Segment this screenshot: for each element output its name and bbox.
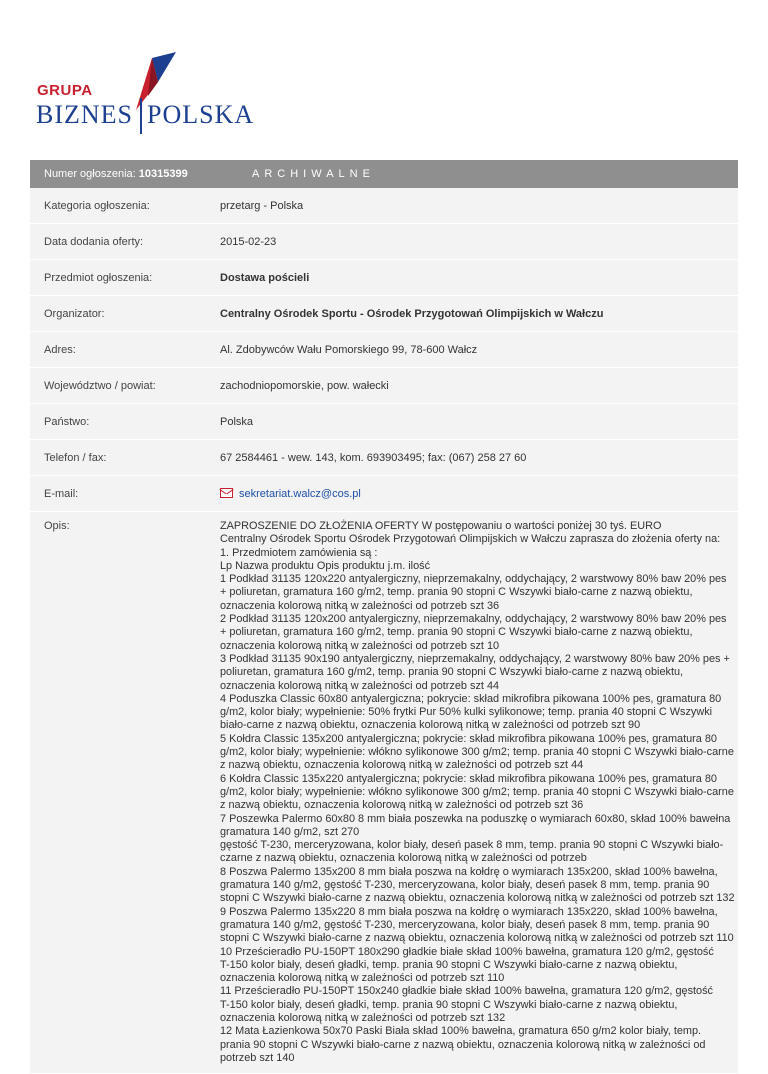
field-country (30, 404, 738, 440)
description-line: Centralny Ośrodek Sportu Ośrodek Przygotowań Olimpijskich w Wałczu zaprasza do złożenia oferty na: (220, 533, 721, 546)
description-line: 8 Poszwa Palermo 135x200 8 mm biała poszwa na kołdrę o wymiarach 135x200, skład 100% bawełna, (220, 865, 718, 878)
field-value (220, 488, 738, 500)
description-line: 7 Poszewka Palermo 60x80 8 mm biała poszewka na poduszkę o wymiarach 60x80, skład 100% bawełna (220, 812, 731, 825)
logo-biznes-text: BIZNES (36, 100, 133, 129)
field-label: Telefon / fax: (44, 451, 107, 464)
description-line: oznaczenia kolorową nitką w zależności od potrzeb szt 36 (220, 599, 500, 612)
description-line: 6 Kołdra Classic 135x220 antyalergiczna; pokrycie: skład mikrofibra pikowana 100% pes, gramatura 80 (220, 772, 717, 785)
description-line: 1 Podkład 31135 120x220 antyalergiczny, nieprzemakalny, oddychający, 2 warstwowy 80% baw 20% pes (220, 573, 727, 586)
field-organizer (30, 296, 738, 332)
logo-separator (140, 98, 142, 134)
field-subject (30, 260, 738, 296)
description-line: stopni C Wszywki biało-carne z nazwą obiektu, oznaczenia kolorową nitką w zależności od potrzeb szt 110 (220, 932, 734, 945)
mail-icon (220, 488, 233, 498)
description-text (220, 520, 738, 1065)
description-line: 5 Kołdra Classic 135x200 antyalergiczna; pokrycie: skład mikrofibra pikowana 100% pes, gramatura 80 (220, 732, 717, 745)
field-value: Dostawa pościeli (220, 271, 310, 284)
field-label: Przedmiot ogłoszenia: (44, 271, 153, 284)
listing-table (30, 160, 738, 1074)
description-line: gramatura 140 g/m2, gęstość T-230, merceryzowana, kolor biały, deseń pasek 8 mm, temp. prania 90 (220, 879, 710, 892)
email-link[interactable]: sekretariat.walcz@cos.pl (239, 487, 361, 500)
field-label: Województwo / powiat: (44, 379, 156, 392)
field-label: Data dodania oferty: (44, 235, 144, 248)
description-line: g/m2, kolor biały; wypełnienie: włókno sylikonowe 300 g/m2; temp. prania 40 stopni C Wszywki biało-carne (220, 746, 734, 759)
description-line: oznaczenia kolorową nitką w zależności od potrzeb szt 110 (220, 972, 505, 985)
description-line: 11 Prześcieradło PU-150PT 150x240 gładkie białe skład 100% bawełna, gramatura 120 g/m2, gęstość (220, 985, 713, 998)
field-value: Polska (220, 415, 254, 428)
logo-polska-text: POLSKA (147, 100, 255, 129)
listing-number (30, 168, 220, 180)
field-region (30, 368, 738, 404)
field-value: 67 2584461 - wew. 143, kom. 693903495; fax: (067) 258 27 60 (220, 451, 527, 464)
description-line: g/m2, kolor biały; wypełnienie: włókno sylikonowe 300 g/m2; temp. prania 40 stopni C Wszywki biało-carne (220, 785, 734, 798)
description-line: gęstość T-230, merceryzowana, kolor biały, deseń pasek 8 mm, temp. prania 90 stopni C Wszywki biało- (220, 839, 724, 852)
field-value: zachodniopomorskie, pow. wałecki (220, 379, 389, 392)
description-line: potrzeb szt 140 (220, 1051, 295, 1064)
description-line: T-150 kolor biały, deseń gładki, temp. prania 90 stopni C Wszywki biało-carne z nazwą obiektu, (220, 998, 678, 1011)
field-date (30, 224, 738, 260)
field-description (30, 512, 738, 1074)
description-line: 10 Prześcieradło PU-150PT 180x290 gładkie białe skład 100% bawełna, gramatura 120 g/m2, gęstość (220, 945, 714, 958)
field-value: Centralny Ośrodek Sportu - Ośrodek Przygotowań Olimpijskich w Wałczu (220, 307, 604, 320)
listing-number-label: Numer ogłoszenia: (44, 168, 136, 180)
description-line: oznaczenia kolorową nitką w zależności od potrzeb szt 44 (220, 679, 500, 692)
description-line: 9 Poszwa Palermo 135x220 8 mm biała poszwa na kołdrę o wymiarach 135x220, skład 100% bawełna, (220, 905, 718, 918)
description-line: T-150 kolor biały, deseń gładki, temp. prania 90 stopni C Wszywki biało-carne z nazwą obiektu, (220, 958, 678, 971)
description-line: stopni C Wszywki biało-carne z nazwą obiektu, oznaczenia kolorową nitką w zależności od potrzeb szt 132 (220, 892, 735, 905)
field-value: 2015-02-23 (220, 235, 277, 248)
listing-status: ARCHIWALNE (252, 168, 375, 180)
description-line: 2 Podkład 31135 120x200 antyalergiczny, nieprzemakalny, oddychający, 2 warstwowy 80% baw 20% pes (220, 613, 727, 626)
description-line: 12 Mata Łazienkowa 50x70 Paski Biała skład 100% bawełna, gramatura 650 g/m2 kolor biały, temp. (220, 1025, 702, 1038)
field-label: Adres: (44, 343, 76, 356)
description-line: 1. Przedmiotem zamówienia są : (220, 546, 378, 559)
description-line: ZAPROSZENIE DO ZŁOŻENIA OFERTY W postępowaniu o wartości poniżej 30 tyś. EURO (220, 520, 662, 532)
field-value: Al. Zdobywców Wału Pomorskiego 99, 78-600 Wałcz (220, 343, 478, 356)
field-label: Państwo: (44, 415, 90, 428)
field-phone (30, 440, 738, 476)
description-line: gramatura 140 g/m2, gęstość T-230, merceryzowana, kolor biały, deseń pasek 8 mm, temp. prania 90 (220, 918, 710, 931)
field-category (30, 188, 738, 224)
listing-number-value: 10315399 (138, 168, 188, 180)
description-line: Lp Nazwa produktu Opis produktu j.m. ilość (220, 559, 431, 572)
field-address (30, 332, 738, 368)
description-line: z nazwą obiektu, oznaczenia kolorową nitką w zależności od potrzeb szt 36 (220, 799, 584, 812)
description-line: + poliuretan, gramatura 160 g/m2, temp. prania 90 stopni C Wszywki biało-carne z nazwą obiektu, (220, 586, 693, 599)
field-email (30, 476, 738, 512)
description-line: biało-carne z nazwą obiektu, oznaczenia kolorową nitką w zależności od potrzeb szt 90 (220, 719, 641, 732)
field-label: Organizator: (44, 307, 105, 320)
logo (30, 52, 255, 132)
field-label: E-mail: (44, 487, 79, 500)
field-label: Kategoria ogłoszenia: (44, 199, 150, 212)
logo-grupa-text: GRUPA (37, 82, 93, 99)
listing-header (30, 160, 738, 188)
description-line: 3 Podkład 31135 90x190 antyalergiczny, nieprzemakalny, oddychający, 2 warstwowy 80% baw 20% pes + (220, 652, 730, 665)
description-line: czarne z nazwą obiektu, oznaczenia kolorową nitką w zależności od potrzeb (220, 852, 587, 865)
description-line: g/m2, kolor biały; wypełnienie: 50% frytki Pur 50% kulki sylikonowe; temp. prania 40 stopni C Wszywki (220, 706, 713, 719)
description-line: + poliuretan, gramatura 160 g/m2, temp. prania 90 stopni C Wszywki biało-carne z nazwą obiektu, (220, 626, 693, 639)
description-line: oznaczenia kolorową nitką w zależności od potrzeb szt 132 (220, 1011, 506, 1024)
description-line: prania 90 stopni C Wszywki biało-carne z nazwą obiektu, oznaczenia kolorową nitką w zależności od (220, 1038, 706, 1051)
field-label: Opis: (44, 520, 70, 532)
description-line: gramatura 140 g/m2, szt 270 (220, 825, 360, 838)
field-value: przetarg - Polska (220, 199, 304, 212)
fields-list (30, 188, 738, 1074)
description-line: z nazwą obiektu, oznaczenia kolorową nitką w zależności od potrzeb szt 44 (220, 759, 584, 772)
description-line: oznaczenia kolorową nitką w zależności od potrzeb szt 10 (220, 639, 500, 652)
description-line: poliuretan, gramatura 160 g/m2, temp. prania 90 stopni C Wszywki biało-carne z nazwą obiektu, (220, 666, 684, 679)
description-line: 4 Poduszka Classic 60x80 antyalergiczna; pokrycie: skład mikrofibra pikowana 100% pes, gramatura 80 (220, 692, 722, 705)
